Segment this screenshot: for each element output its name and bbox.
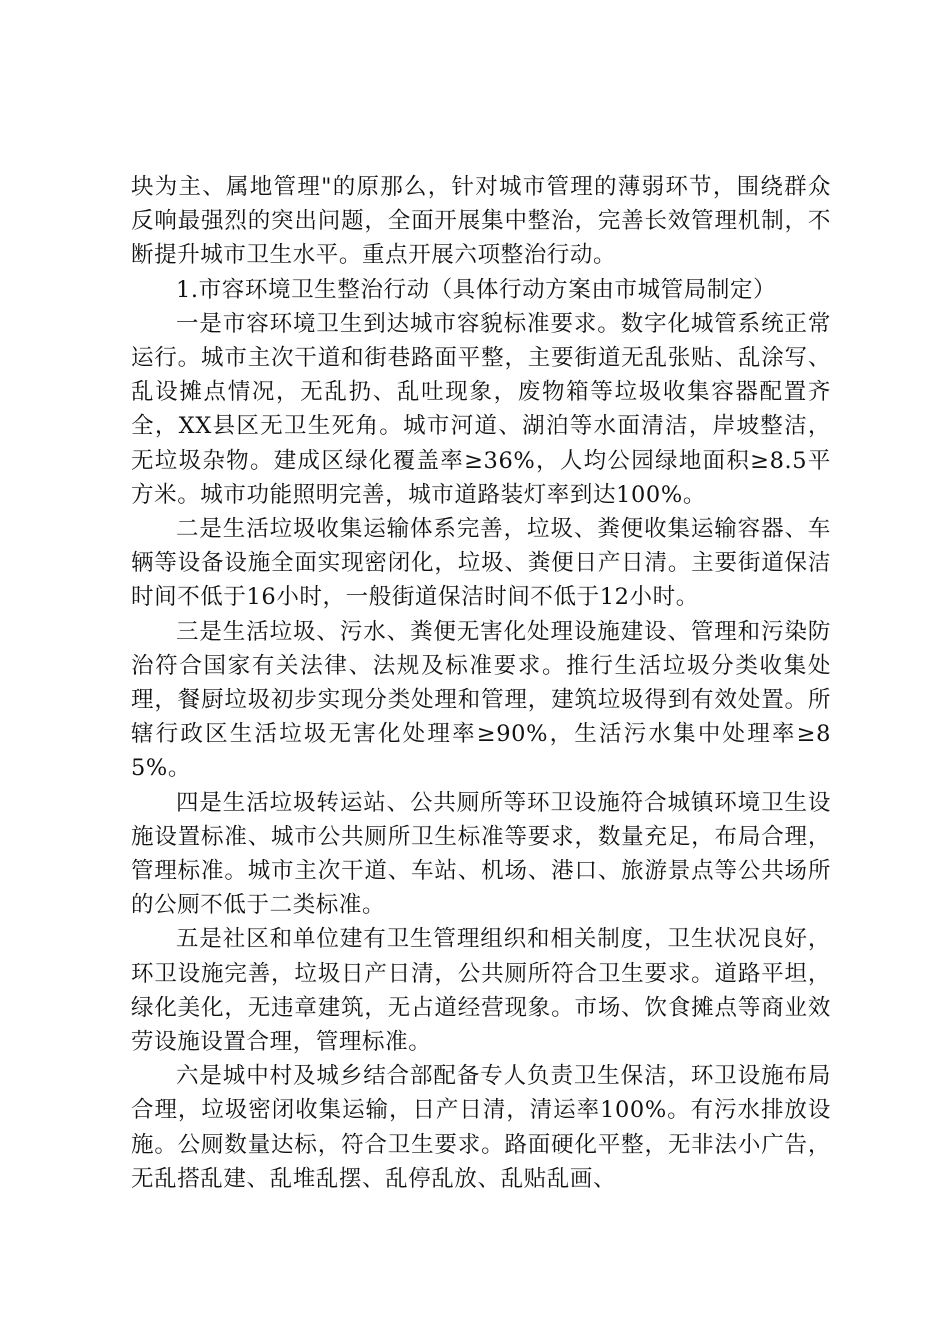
- paragraph-continuation: 块为主、属地管理"的原那么，针对城市管理的薄弱环节，围绕群众反响最强烈的突出问题，全面开展集中整治，完善长效管理机制，不断提升城市卫生水平。重点开展六项整治行动。: [131, 174, 831, 269]
- paragraph-item-5: 五是社区和单位建有卫生管理组织和相关制度，卫生状况良好，环卫设施完善，垃圾日产日清，公共厕所符合卫生要求。道路平坦，绿化美化，无违章建筑，无占道经营现象。市场、饮食摊点等商业效劳设施设置合理，管理标准。: [131, 926, 831, 1056]
- paragraph-item-1: 一是市容环境卫生到达城市容貌标准要求。数字化城管系统正常运行。城市主次干道和街巷路面平整，主要街道无乱张贴、乱涂写、乱设摊点情况，无乱扔、乱吐现象，废物箱等垃圾收集容器配置齐全，XX县区无卫生死角。城市河道、湖泊等水面清洁，岸坡整洁，无垃圾杂物。建成区绿化覆盖率≥36%，人均公园绿地面积≥8.5平方米。城市功能照明完善，城市道路装灯率到达100%。: [131, 310, 831, 508]
- paragraph-item-6: 六是城中村及城乡结合部配备专人负责卫生保洁，环卫设施布局合理，垃圾密闭收集运输，日产日清，清运率100%。有污水排放设施。公厕数量达标，符合卫生要求。路面硬化平整，无非法小广告，无乱搭乱建、乱堆乱摆、乱停乱放、乱贴乱画、: [131, 1063, 831, 1192]
- document-body: [131, 170, 831, 1196]
- paragraph-item-2: 二是生活垃圾收集运输体系完善，垃圾、粪便收集运输容器、车辆等设备设施全面实现密闭化，垃圾、粪便日产日清。主要街道保洁时间不低于16小时，一般街道保洁时间不低于12小时。: [131, 516, 831, 611]
- paragraph-item-4: 四是生活垃圾转运站、公共厕所等环卫设施符合城镇环境卫生设施设置标准、城市公共厕所卫生标准等要求，数量充足，布局合理，管理标准。城市主次干道、车站、机场、港口、旅游景点等公共场所的公厕不低于二类标准。: [131, 789, 831, 919]
- section-heading-1: 1.市容环境卫生整治行动（具体行动方案由市城管局制定）: [176, 276, 777, 303]
- paragraph-item-3: 三是生活垃圾、污水、粪便无害化处理设施建设、管理和污染防治符合国家有关法律、法规及标准要求。推行生活垃圾分类收集处理，餐厨垃圾初步实现分类处理和管理，建筑垃圾得到有效处置。所辖行政区生活垃圾无害化处理率≥90%，生活污水集中处理率≥85%。: [131, 618, 831, 782]
